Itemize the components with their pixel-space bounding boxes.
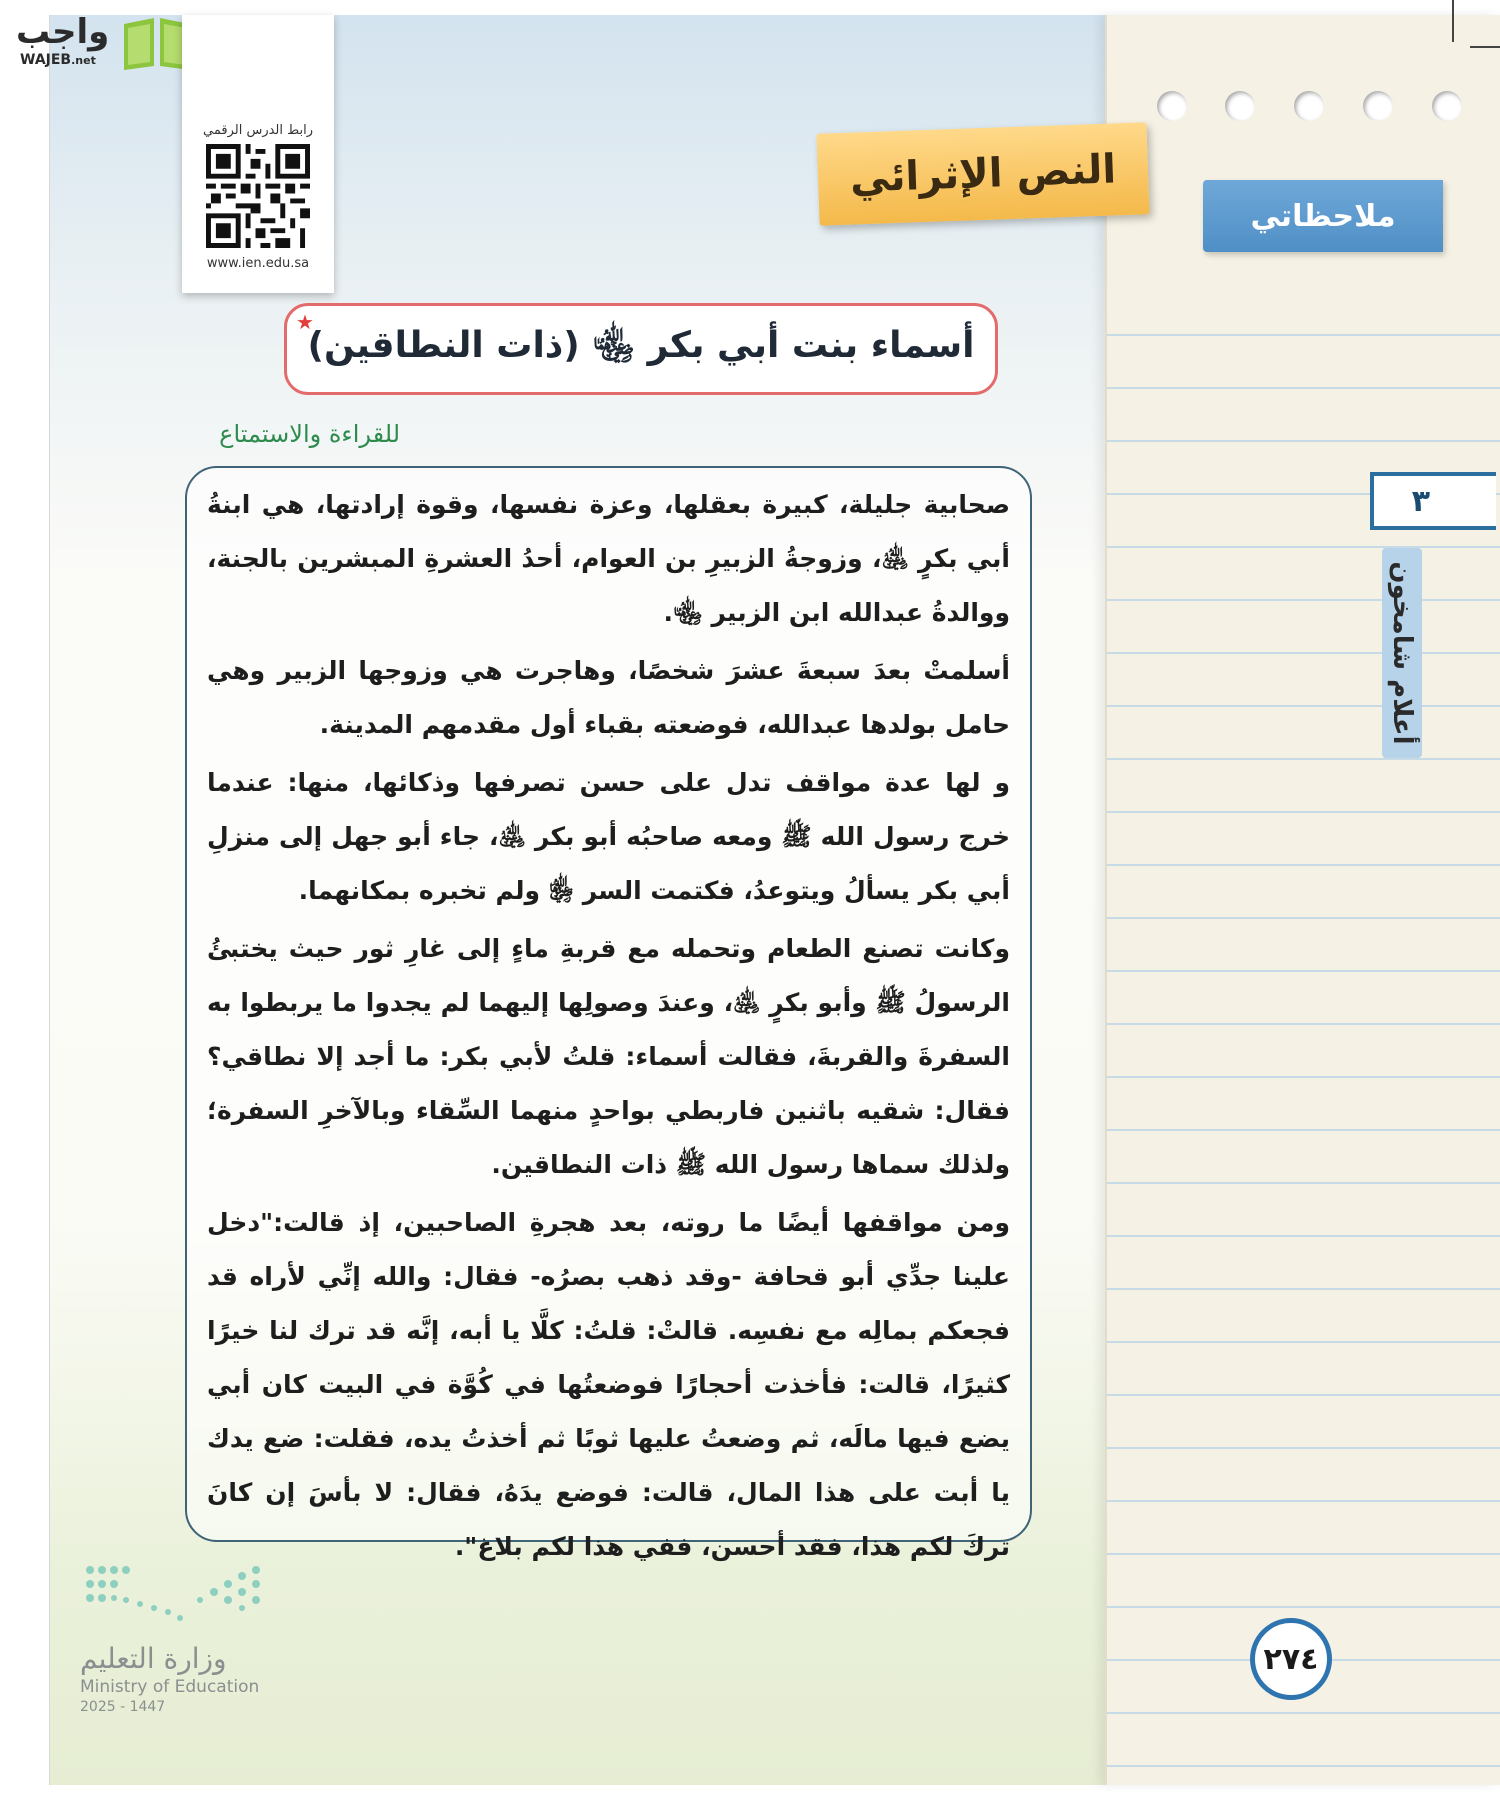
notes-label: ملاحظاتي (1203, 180, 1443, 252)
paragraph: أسلمتْ بعدَ سبعةَ عشرَ شخصًا، وهاجرت هي وزوجها الزبير وهي حامل بولدها عبدالله، فوضعته بقباء أول مقدمهم المدينة. (207, 656, 1010, 739)
ministry-logo (80, 1560, 280, 1715)
lesson-subtitle: للقراءة والاستمتاع (219, 420, 400, 448)
reading-box (185, 466, 1032, 1561)
logo-subtext: WAJEB.net (20, 52, 96, 68)
lesson-title: أسماء بنت أبي بكر ﵄ (ذات النطاقين) (284, 303, 998, 395)
wajeb-logo[interactable] (8, 6, 192, 68)
binder-hole (1294, 91, 1324, 121)
page-edge (49, 15, 50, 1785)
logo-wordmark: واجب (16, 12, 110, 52)
qr-url[interactable]: www.ien.edu.sa (206, 256, 310, 271)
page-number: ٢٧٤ (1250, 1618, 1332, 1700)
paragraph: ومن مواقفها أيضًا ما روته، بعد هجرةِ الصاحبين، إذ قالت:"دخل علينا جدِّي أبو قحافة -وقد ذهب بصرُه- فقال: والله إنِّي لأراه قد فجعكم بمالِه مع نفسِه. قالتْ: قلتُ: كلَّا يا أبه، إنَّه قد ترك لنا خيرًا كثيرًا، قالت: فأخذت أحجارًا فوضعتُها في كُوَّة في البيت كان أبي يضع فيها مالَه، ثم وضعتُ عليها ثوبًا ثم أخذتُ يده، فقلت: ضع يدك يا أبت على هذا المال، قالت: فوضع يدَهُ، فقال: لا بأسَ إن كانَ تركَ لكم هذا، فقد أحسن، ففي هذا لكم بلاغ". (207, 1208, 1010, 1561)
crop-mark (1452, 0, 1454, 42)
ministry-year: 2025 - 1447 (80, 1699, 166, 1715)
binder-hole (1225, 91, 1255, 121)
unit-name: أعلام شامخون (1387, 561, 1417, 745)
ministry-emblem-icon (80, 1560, 270, 1630)
qr-caption: رابط الدرس الرقمي (203, 123, 313, 138)
qr-card[interactable] (182, 15, 334, 293)
paragraph: صحابية جليلة، كبيرة بعقلها، وعزة نفسها، وقوة إرادتها، هي ابنةُ أبي بكرٍ ﵁، وزوجةُ الزبيرِ بن العوام، أحدُ العشرةِ المبشرين بالجنة، ووالدةُ عبدالله ابن الزبير ﵄. (207, 490, 1010, 627)
ministry-name-ar: وزارة التعليم (80, 1642, 227, 1675)
binder-hole (1432, 91, 1462, 121)
binder-hole (1363, 91, 1393, 121)
paragraph: وكانت تصنع الطعام وتحمله مع قربةِ ماءٍ إلى غارِ ثور حيث يختبئُ الرسولُ ﷺ وأبو بكرٍ ﵁، وعندَ وصولِها إليهما لم يجدوا ما يربطوا به السفرةَ والقربةَ، فقالت أسماء: قلتُ لأبي بكر: ما أجد إلا نطاقي؟ فقال: شقيه باثنين فاربطي بواحدٍ منهما السِّقاء وبالآخرِ السفرة؛ ولذلك سماها رسول الله ﷺ ذات النطاقين. (207, 934, 1010, 1179)
qr-code-icon[interactable] (206, 144, 310, 248)
paragraph: و لها عدة مواقف تدل على حسن تصرفها وذكائها، منها: عندما خرج رسول الله ﷺ ومعه صاحبُه أبو بكر ﵁، جاء أبو جهل إلى منزلِ أبي بكر يسألُ ويتوعدُ، فكتمت السر ﵂ ولم تخبره بمكانهما. (207, 768, 1010, 905)
binder-hole (1157, 91, 1187, 121)
crop-mark (1470, 46, 1500, 48)
ministry-name-en: Ministry of Education (80, 1677, 260, 1697)
section-title: النص الإثرائي (816, 122, 1149, 225)
notes-column (1105, 15, 1500, 1785)
unit-number: ٣ (1370, 472, 1496, 530)
star-icon: ★ (296, 310, 314, 334)
